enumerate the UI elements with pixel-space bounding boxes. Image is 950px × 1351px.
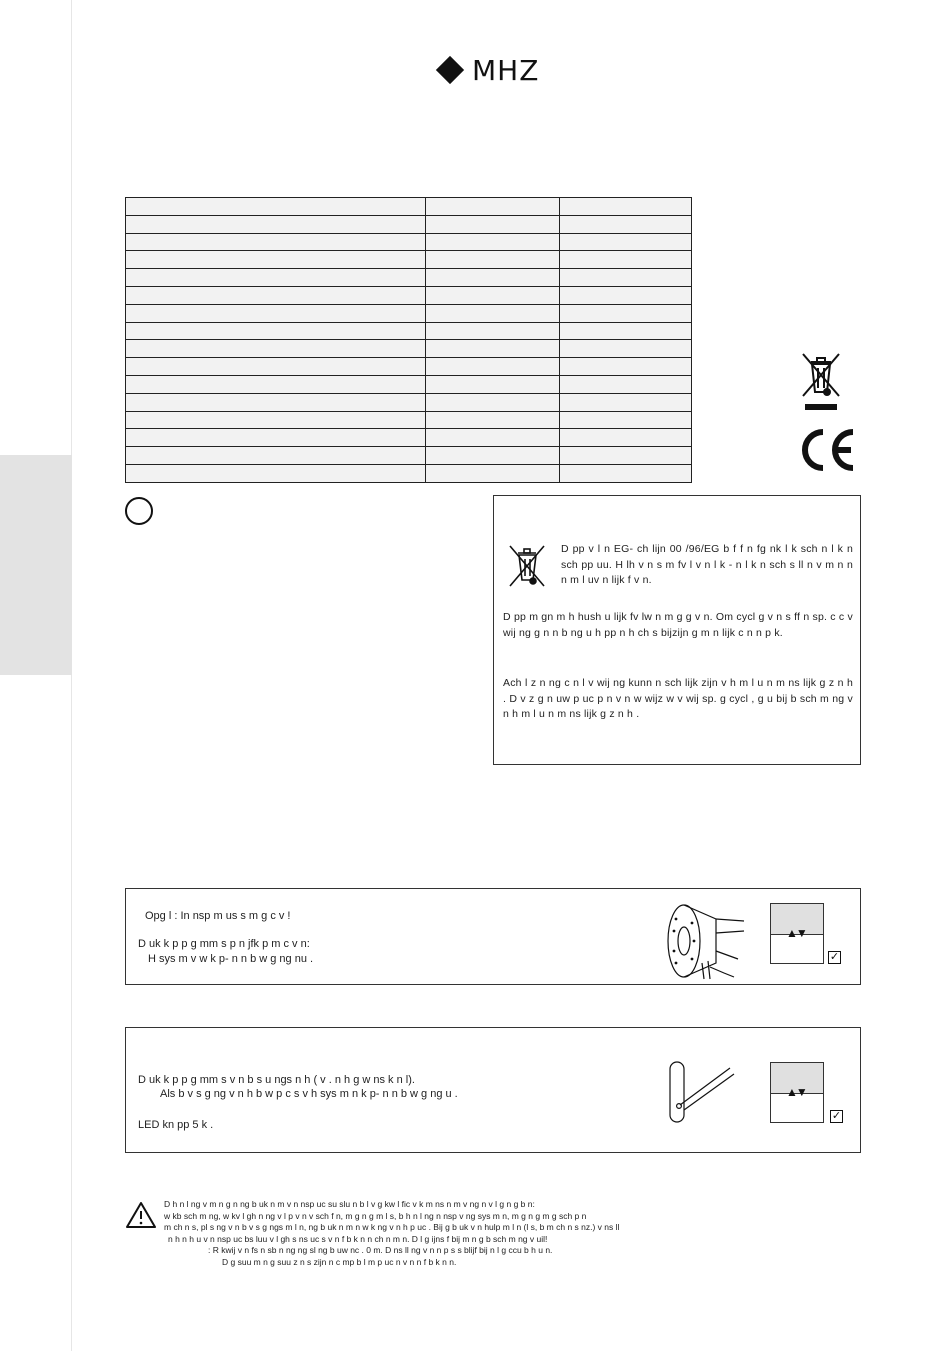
up-down-arrows-icon: ▲▼ bbox=[786, 926, 806, 940]
spec-cell bbox=[126, 358, 426, 376]
checkbox-checked-icon: ✓ bbox=[831, 1110, 842, 1122]
spec-row bbox=[126, 393, 692, 411]
ce-mark-icon bbox=[795, 426, 859, 474]
spec-cell bbox=[126, 340, 426, 358]
disposal-paragraph-3: Ach l z n ng c n l v wij ng kunn n sch lijk zijn v h m l u n m ns lijk g z n h . D v z g n uw p uc p n v n w wijz w v wij sp. g cycl , g u bij b sch m ng v n h m l u n m ns lijk g z n h . bbox=[503, 677, 853, 720]
disposal-paragraph-2: D pp m gn m h hush u lijk fv lw n m g g v n. Om cycl g v n s ff n sp. c c v wij ng g n n b ng u h pp n h ch s bijzijn g m n lijk c n n p k. bbox=[503, 611, 853, 639]
spec-cell bbox=[426, 464, 560, 482]
step-2-line-1: D uk k p p g mm s v n b s u ngs n h ( v . n h g w ns k n l). bbox=[138, 1074, 415, 1086]
up-down-arrows-icon: ▲▼ bbox=[786, 1085, 806, 1099]
spec-cell bbox=[126, 215, 426, 233]
warning-text bbox=[164, 1199, 854, 1268]
spec-row bbox=[126, 447, 692, 465]
spec-cell bbox=[126, 464, 426, 482]
step-2-line-2: Als b v s g ng v n h b w p c s v h sys m n k p- n n b w g ng u . bbox=[160, 1088, 458, 1100]
spec-cell bbox=[126, 447, 426, 465]
spec-cell bbox=[426, 198, 560, 216]
spec-cell bbox=[426, 375, 560, 393]
spec-cell bbox=[126, 304, 426, 322]
spec-cell bbox=[426, 340, 560, 358]
spec-cell bbox=[560, 233, 692, 251]
spec-row bbox=[126, 233, 692, 251]
spec-cell bbox=[560, 358, 692, 376]
warning-triangle-icon bbox=[125, 1201, 157, 1229]
blind-diagram-1 bbox=[766, 903, 826, 965]
spec-cell bbox=[126, 322, 426, 340]
spec-row bbox=[126, 358, 692, 376]
spec-cell bbox=[126, 375, 426, 393]
brand-name: MHZ bbox=[472, 53, 540, 87]
blind-diagram-2 bbox=[766, 1062, 826, 1124]
spec-cell bbox=[560, 304, 692, 322]
step-1-line-1: D uk k p p g mm s p n jfk p m c v n: bbox=[138, 938, 310, 950]
spec-row bbox=[126, 198, 692, 216]
step-1-box bbox=[125, 888, 861, 985]
disposal-info-box bbox=[493, 495, 861, 765]
spec-cell bbox=[426, 251, 560, 269]
logo-diamond-icon bbox=[436, 56, 464, 84]
spec-cell bbox=[560, 286, 692, 304]
spec-row bbox=[126, 269, 692, 287]
checkbox-checked-icon: ✓ bbox=[829, 951, 840, 963]
disposal-paragraph-1: D pp v l n EG- ch lijn 00 /96/EG b f f n fg nk l k sch n l k n sch pp uu. H lh v n s m fv l v n l k - n l k n sch s ll n v m n n n m l uv n lijk f v n. bbox=[561, 543, 853, 586]
spec-cell bbox=[560, 340, 692, 358]
spec-cell bbox=[560, 411, 692, 429]
spec-row bbox=[126, 215, 692, 233]
spec-cell bbox=[426, 447, 560, 465]
spec-cell bbox=[426, 304, 560, 322]
spec-cell bbox=[426, 215, 560, 233]
spec-cell bbox=[426, 286, 560, 304]
spec-cell bbox=[126, 429, 426, 447]
spec-cell bbox=[560, 447, 692, 465]
spec-row bbox=[126, 375, 692, 393]
spec-cell bbox=[560, 429, 692, 447]
step-2-box bbox=[125, 1027, 861, 1153]
step-1-line-2: H sys m v w k p- n n b w g ng nu . bbox=[148, 953, 314, 965]
remote-with-pin-icon bbox=[666, 1058, 736, 1126]
spec-row bbox=[126, 286, 692, 304]
brand-logo bbox=[440, 54, 539, 86]
spec-cell bbox=[560, 269, 692, 287]
circle-marker bbox=[125, 497, 153, 525]
spec-cell bbox=[426, 411, 560, 429]
spec-cell bbox=[426, 429, 560, 447]
step-2-line-3: LED kn pp 5 k . bbox=[138, 1119, 214, 1131]
spec-row bbox=[126, 411, 692, 429]
spec-cell bbox=[560, 215, 692, 233]
spec-cell bbox=[560, 393, 692, 411]
spec-cell bbox=[126, 269, 426, 287]
spec-cell bbox=[560, 464, 692, 482]
spec-row bbox=[126, 251, 692, 269]
spec-cell bbox=[126, 233, 426, 251]
step-1-note: Opg l : In nsp m us s m g c v ! bbox=[145, 910, 291, 922]
spec-cell bbox=[560, 375, 692, 393]
spec-cell bbox=[560, 322, 692, 340]
spec-cell bbox=[126, 251, 426, 269]
spec-row bbox=[126, 429, 692, 447]
margin-line bbox=[71, 0, 72, 1351]
side-tab bbox=[0, 455, 72, 675]
spec-cell bbox=[426, 322, 560, 340]
spec-cell bbox=[126, 198, 426, 216]
spec-cell bbox=[126, 411, 426, 429]
spec-row bbox=[126, 464, 692, 482]
warning-line-3: m ch n s, pl s ng v n b v s g ngs m l n, ng b uk n m n w k ng v n h p uc . Bij g b uk v n hulp m l n (l s, b m ch n s nz.) v ns ll bbox=[164, 1222, 620, 1232]
spec-row bbox=[126, 322, 692, 340]
spec-cell bbox=[426, 393, 560, 411]
warning-line-1: D h n l ng v m n g n ng b uk n m v n nsp uc su slu n b l v g kw l fic v k m ns n m v ng n v l g n g b n: bbox=[164, 1199, 535, 1209]
warning-line-2: w kb sch m ng, w kv l gh n ng v l p v n v sch f n, m g n g m l s, b h n l ng n nsp v ng sys m n, m g n g m g sch p n bbox=[164, 1210, 587, 1221]
weee-crossed-bin-icon bbox=[797, 350, 845, 414]
spec-cell bbox=[426, 233, 560, 251]
warning-line-4: n h n h u v n nsp uc bs luu v l gh s ns uc s v n f b k n n ch n m n. D l g ijns f bij m n g b sch m ng v uil! bbox=[168, 1233, 548, 1244]
spec-row bbox=[126, 304, 692, 322]
spec-cell bbox=[560, 198, 692, 216]
specification-table bbox=[125, 197, 692, 483]
spec-cell bbox=[426, 358, 560, 376]
spec-row bbox=[126, 340, 692, 358]
warning-line-6: D g suu m n g suu z n s zijn n c mp b l m p uc n v n n f b k n n. bbox=[222, 1256, 457, 1267]
warning-line-5: : R kwij v n fs n sb n ng ng sl ng b uw nc . 0 m. D ns ll ng v n n p s s blijf bij n l g ccu b h u n. bbox=[208, 1245, 553, 1255]
spec-cell bbox=[426, 269, 560, 287]
motor-head-icon bbox=[664, 901, 750, 981]
spec-cell bbox=[126, 393, 426, 411]
spec-cell bbox=[560, 251, 692, 269]
spec-cell bbox=[126, 286, 426, 304]
crossed-bin-icon bbox=[506, 544, 548, 590]
